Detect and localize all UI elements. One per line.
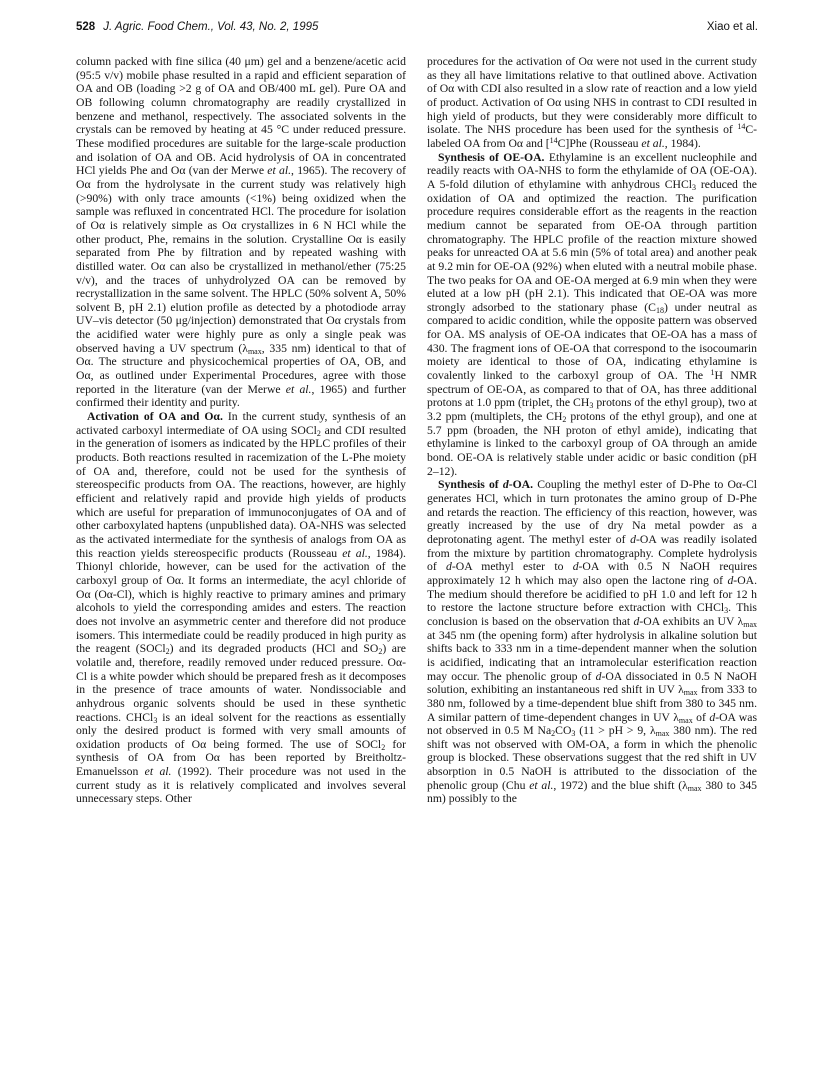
journal-citation: J. Agric. Food Chem., Vol. 43, No. 2, 1995 [103,21,319,33]
section-text-d-oa: Coupling the methyl ester of D-Phe to Oα-Cl generates HCl, which in turn protonates the amino group of D-Phe and retards the reaction. The efficiency of this reaction, however, was greatly increased by the use of dry Na metal powder as a deprotonating agent. The methyl ester of d-OA was readily isolated from the mixture by partition chromatography. Complete hydrolysis of d-OA methyl ester to d-OA with 0.5 N NaOH requires approximately 12 h which may also open the lactone ring of d-OA. The medium should therefore be acidified to pH 1.0 and left for 12 h to restore the lactone structure before extraction with CHCl$_3$. This conclusion is based on the observation that d-OA exhibits an UV $\lambda_{max}$ at 345 nm (the opening form) after hydrolysis in alkaline solution but shifts back to 333 nm in a time-dependent manner when the solution is acidified, indicating that an intramolecular esterification reaction may occur. The phenolic group of d-OA dissociated in 0.5 N NaOH solution, exhibiting an instantaneous red shift in UV $\lambda_{max}$ from 333 to 380 nm, followed by a time-dependent blue shift from 380 to 345 nm. A similar pattern of time-dependent changes in UV $\lambda_{max}$ of d-OA was not observed in 0.5 M $Na_2CO_3$ (11 > pH > 9, $\lambda_{max}$ 380 nm). The red shift was not observed with OM-OA, a form in which the phenolic group is blocked. These observations suggest that the red shift in UV absorption in 0.5 NaOH is attributed to the dissociation of the phenolic group (Chu et al., 1972) and the blue shift ($\lambda_{max}$ 380 to 345 nm) possibly to the [427,478,758,806]
running-header [76,21,758,37]
paragraph-d-oa [427,478,757,806]
paragraph-oe-oa [427,151,757,479]
running-authors: Xiao et al. [706,21,758,33]
section-heading-d-oa: Synthesis of d-OA. [438,478,534,492]
paragraph-activation [76,410,406,806]
section-heading-oe-oa: Synthesis of OE-OA. [438,150,545,164]
page-number: 528 [76,21,96,33]
section-heading-activation: Activation of OA and Oα. [87,410,223,424]
paragraph-activation-continued: procedures for the activation of Oα were not used in the current study as they all have limitations relative to that outlined above. Activation of Oα with CDI also resulted in a slow rate of reaction and a low yield of product. Activation of Oα using NHS in contrast to CDI resulted in high yield of products, but they were considerably more difficult to isolate. The NHS procedure has been used for the synthesis of $^{14}$C-labeled OA from Oα and [$^{14}$C]Phe (Rousseau et al., 1984). [427,55,757,150]
left-column [76,55,406,806]
paragraph-oa-ob-isolation: column packed with fine silica (40 μm) gel and a benzene/acetic acid (95:5 v/v) mobile phase resulted in a rapid and efficient separation of OA and OB (loading >2 g of OA and OB/400 mL gel). Pure OA and OB following column chromatography are readily crystallized in benzene and methanol, respectively. The associated solvents in the crystals can be removed by heating at 45 °C under reduced pressure. These modified procedures are suitable for the large-scale production and isolation of OA and OB. Acid hydrolysis of OA in concentrated HCl yields Phe and Oα (van der Merwe et al., 1965). The recovery of Oα from the hydrolysate in the current study was relatively high (>90%) with only trace amounts (<1%) being oxidized when the sample was refluxed in concentrated HCl. The procedure for isolation of Oα is relatively simple as Oα crystallizes in 6 N HCl while the other product, Phe, remains in the solution. Crystalline Oα is easily separated from Phe by filtration and by repeated washing with distilled water. Oα can also be crystallized in methanol/ether (75:25 v/v), and the traces of unhydrolyzed OA can be removed by recrystallization in the same solvent. The HPLC (50% solvent A, 50% solvent B, pH 2.1) elution profile as detected by a photodiode array UV–vis detector (50 μg/injection) demonstrated that Oα crystals from the acidified water were highly pure as only a single peak was observed having a UV spectrum ($\lambda_{max}$, 335 nm) identical to that of Oα. The structure and physicochemical properties of OA, OB, and Oα, as outlined under Experimental Procedures, agree with those reported in the literature (van der Merwe et al., 1965) and further confirmed their identity and purity. [76,55,406,410]
section-text-oe-oa: Ethylamine is an excellent nucleophile and readily reacts with OA-NHS to form the ethylamide of OA (OE-OA). A 5-fold dilution of ethylamine with anhydrous CHCl$_3$ reduced the oxidation of OA and optimized the reaction. The purification procedure requires considerable effort as the reagents in the reaction medium cannot be separated from OE-OA through partition chromatography. The HPLC profile of the reaction mixture showed peaks for unreacted OA at 5.6 min (5% of total area) and another peak at 9.2 min for OE-OA (92%) when eluted with a neutral mobile phase. The two peaks for OA and OE-OA merged at 6.9 min when they were eluted at a low pH (pH 2.1). This indicated that OE-OA was more strongly adsorbed to the stationary phase $(C_{18})$ under neutral as compared to acidic condition, while the opposite pattern was observed for OA. MS analysis of OE-OA indicates that OE-OA has a mass of 430. The fragment ions of OE-OA that correspond to the isocoumarin moiety are identical to those of OA, indicating ethylamine is covalently linked to the carboxyl group of OA. The $^1$H NMR spectrum of OE-OA, as compared to that of OA, has three additional protons at 1.0 ppm (triplet, the $CH_3$ protons of the ethyl group), two at 3.2 ppm (multiplets, the $CH_2$ protons of the ethyl group), and one at 5.7 ppm (broaden, the NH proton of ethyl amide), indicating that ethylamine is linked to the carboxyl group of OA through an amide bond. OE-OA is relatively stable under acidic or basic condition (pH 2–12). [427,150,758,478]
section-text-activation: In the current study, synthesis of an activated carboxyl intermediate of OA using SOCl$_2$ and CDI resulted in the generation of isomers as indicated by the HPLC profiles of their products. Both reactions resulted in racemization of the L-Phe moiety of OA and, therefore, could not be used for the synthesis of stereospecific products from OA. The reactions, however, are highly efficient and relatively rapid and provide high yields of products which are useful for preparation of immunoconjugates of OA and of other carboxylated haptens (unpublished data). OA-NHS was selected as the activated intermediate for the synthesis of analogs from OA as this reaction yields stereospecific products (Rousseau et al., 1984). Thionyl chloride, however, can be used for the activation of the carboxyl group of Oα. It forms an intermediate, the acyl chloride of Oα (Oα-Cl), which is highly reactive to primary amines and primary alcohols to yield the corresponding amides and esters. The reaction does not involve an asymmetric center and therefore did not produce isomers. This intermediate could be readily produced in high purity as the reagent (SOCl$_2$) and its degraded products (HCl and $SO_2$) are volatile and, therefore, readily removed under reduced pressure. Oα-Cl is a white powder which should be prepared fresh as it decomposes in the presence of trace amounts of water. Nondissociable and anhydrous organic solvents should be used in these synthetic reactions. CHCl$_3$ is an ideal solvent for the reactions as essentially only the desired product is formed with very small amounts of oxidation products of Oα being formed. The use of SOCl$_2$ for synthesis of OA from Oα has been reported by Breitholtz-Emanuelsson et al. (1992). Their procedure was not used in the current study as it is relatively complicated and involves several unnecessary steps. Other [76,410,407,806]
right-column [427,55,757,806]
